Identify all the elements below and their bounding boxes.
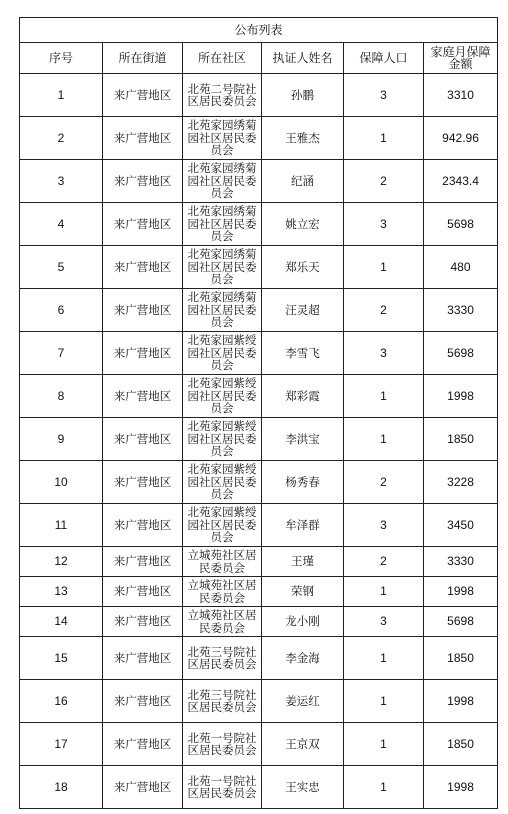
cell-street: 来广营地区 [103,289,183,332]
cell-street: 来广营地区 [103,461,183,504]
cell-community: 北苑家园绣菊园社区居民委员会 [183,117,262,160]
cell-covered-people: 3 [344,203,424,246]
cell-monthly-amount: 5698 [424,332,498,375]
cell-covered-people: 1 [344,577,424,607]
table-row [20,637,498,680]
cell-holder-name: 王京双 [262,723,344,766]
cell-serial-number: 1 [20,74,103,117]
header-street: 所在街道 [103,43,183,74]
cell-community: 北苑三号院社区居民委员会 [183,680,262,723]
cell-street: 来广营地区 [103,547,183,577]
cell-community: 北苑家园绣菊园社区居民委员会 [183,246,262,289]
cell-community: 立城苑社区居民委员会 [183,607,262,637]
cell-holder-name: 杨秀春 [262,461,344,504]
cell-street: 来广营地区 [103,607,183,637]
header-serial-number: 序号 [20,43,103,74]
cell-monthly-amount: 1850 [424,723,498,766]
cell-community: 北苑家园紫绶园社区居民委员会 [183,504,262,547]
cell-community: 北苑二号院社区居民委员会 [183,74,262,117]
cell-covered-people: 2 [344,461,424,504]
cell-monthly-amount: 1998 [424,766,498,809]
table-row [20,766,498,809]
cell-community: 北苑三号院社区居民委员会 [183,637,262,680]
cell-holder-name: 郑彩霞 [262,375,344,418]
cell-community: 北苑一号院社区居民委员会 [183,723,262,766]
cell-covered-people: 1 [344,766,424,809]
cell-monthly-amount: 1850 [424,637,498,680]
cell-holder-name: 王瑾 [262,547,344,577]
cell-covered-people: 3 [344,332,424,375]
cell-serial-number: 13 [20,577,103,607]
cell-covered-people: 1 [344,680,424,723]
cell-covered-people: 1 [344,246,424,289]
cell-monthly-amount: 3330 [424,547,498,577]
cell-covered-people: 2 [344,160,424,203]
cell-monthly-amount: 5698 [424,203,498,246]
cell-serial-number: 10 [20,461,103,504]
cell-street: 来广营地区 [103,332,183,375]
cell-holder-name: 李金海 [262,637,344,680]
cell-monthly-amount: 5698 [424,607,498,637]
cell-holder-name: 孙鹏 [262,74,344,117]
cell-holder-name: 荣钢 [262,577,344,607]
cell-covered-people: 3 [344,504,424,547]
cell-covered-people: 1 [344,637,424,680]
cell-serial-number: 7 [20,332,103,375]
cell-street: 来广营地区 [103,117,183,160]
table-row [20,74,498,117]
cell-serial-number: 3 [20,160,103,203]
table-row [20,117,498,160]
cell-serial-number: 11 [20,504,103,547]
cell-street: 来广营地区 [103,504,183,547]
cell-holder-name: 牟泽群 [262,504,344,547]
cell-street: 来广营地区 [103,246,183,289]
cell-street: 来广营地区 [103,766,183,809]
cell-monthly-amount: 3330 [424,289,498,332]
cell-serial-number: 14 [20,607,103,637]
cell-covered-people: 1 [344,117,424,160]
cell-holder-name: 姜运红 [262,680,344,723]
cell-serial-number: 5 [20,246,103,289]
cell-covered-people: 3 [344,74,424,117]
cell-street: 来广营地区 [103,74,183,117]
cell-monthly-amount: 3310 [424,74,498,117]
public-list-table [19,17,498,809]
cell-covered-people: 1 [344,723,424,766]
cell-community: 北苑家园绣菊园社区居民委员会 [183,203,262,246]
cell-holder-name: 郑乐天 [262,246,344,289]
table-row [20,723,498,766]
table-row [20,160,498,203]
cell-street: 来广营地区 [103,375,183,418]
cell-community: 北苑家园紫绶园社区居民委员会 [183,461,262,504]
cell-community: 北苑家园紫绶园社区居民委员会 [183,418,262,461]
table-row [20,680,498,723]
table-row [20,246,498,289]
cell-covered-people: 2 [344,547,424,577]
table-row [20,607,498,637]
cell-community: 立城苑社区居民委员会 [183,547,262,577]
cell-serial-number: 17 [20,723,103,766]
cell-covered-people: 2 [344,289,424,332]
cell-covered-people: 3 [344,607,424,637]
cell-serial-number: 4 [20,203,103,246]
cell-monthly-amount: 3450 [424,504,498,547]
cell-monthly-amount: 3228 [424,461,498,504]
cell-street: 来广营地区 [103,203,183,246]
cell-street: 来广营地区 [103,637,183,680]
cell-holder-name: 纪涵 [262,160,344,203]
table-row [20,289,498,332]
cell-monthly-amount: 1998 [424,375,498,418]
cell-community: 北苑一号院社区居民委员会 [183,766,262,809]
cell-street: 来广营地区 [103,160,183,203]
cell-serial-number: 6 [20,289,103,332]
header-monthly-amount: 家庭月保障 金额 [424,43,498,74]
cell-street: 来广营地区 [103,680,183,723]
table-row [20,577,498,607]
cell-community: 立城苑社区居民委员会 [183,577,262,607]
cell-monthly-amount: 480 [424,246,498,289]
cell-community: 北苑家园绣菊园社区居民委员会 [183,289,262,332]
table-row [20,418,498,461]
cell-holder-name: 王雅杰 [262,117,344,160]
cell-street: 来广营地区 [103,418,183,461]
cell-holder-name: 龙小刚 [262,607,344,637]
cell-street: 来广营地区 [103,577,183,607]
cell-monthly-amount: 942.96 [424,117,498,160]
cell-holder-name: 汪灵超 [262,289,344,332]
table-body [20,74,498,809]
table-row [20,504,498,547]
cell-covered-people: 1 [344,375,424,418]
table-row [20,203,498,246]
header-covered-people: 保障人口 [344,43,424,74]
cell-community: 北苑家园绣菊园社区居民委员会 [183,160,262,203]
cell-serial-number: 9 [20,418,103,461]
cell-monthly-amount: 2343.4 [424,160,498,203]
table-row [20,375,498,418]
table-row [20,547,498,577]
cell-holder-name: 李雪飞 [262,332,344,375]
cell-monthly-amount: 1850 [424,418,498,461]
cell-serial-number: 18 [20,766,103,809]
cell-holder-name: 姚立宏 [262,203,344,246]
cell-holder-name: 王实忠 [262,766,344,809]
cell-serial-number: 12 [20,547,103,577]
header-community: 所在社区 [183,43,262,74]
cell-community: 北苑家园紫绶园社区居民委员会 [183,375,262,418]
cell-holder-name: 李洪宝 [262,418,344,461]
table-title: 公布列表 [20,18,498,43]
cell-serial-number: 2 [20,117,103,160]
table-row [20,332,498,375]
cell-serial-number: 16 [20,680,103,723]
cell-serial-number: 15 [20,637,103,680]
header-holder-name: 执证人姓名 [262,43,344,74]
cell-street: 来广营地区 [103,723,183,766]
cell-serial-number: 8 [20,375,103,418]
cell-covered-people: 1 [344,418,424,461]
table-row [20,461,498,504]
cell-monthly-amount: 1998 [424,577,498,607]
cell-monthly-amount: 1998 [424,680,498,723]
cell-community: 北苑家园紫绶园社区居民委员会 [183,332,262,375]
